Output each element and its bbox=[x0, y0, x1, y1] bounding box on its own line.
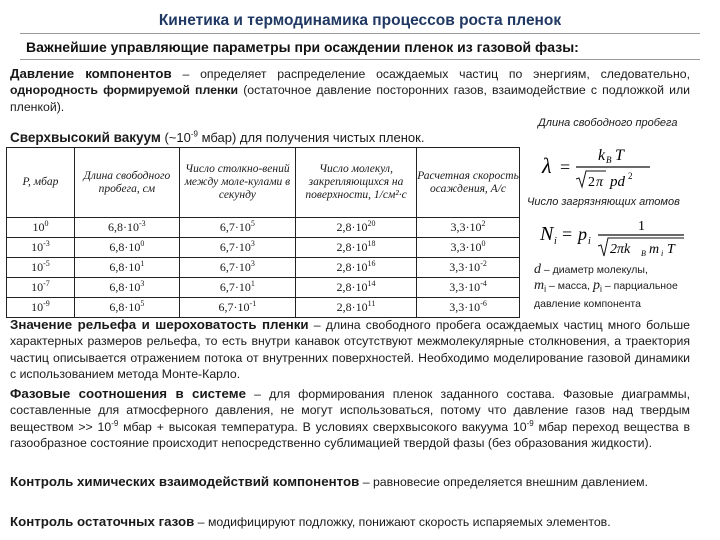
formula-p: p bbox=[578, 224, 587, 244]
cell-mantissa: 6,7·10 bbox=[219, 240, 251, 254]
cell-exponent: 11 bbox=[367, 299, 376, 308]
cell-mantissa: 3,3·10 bbox=[450, 220, 482, 234]
formula-t: T bbox=[615, 147, 624, 164]
cell-mantissa: 10 bbox=[31, 260, 44, 274]
formula-notes bbox=[534, 262, 716, 312]
paragraph-text: – длина свободного пробега осаждаемых частиц много больше характерных размеров рельефа, то есть внутри канавок отсутствуют межмолекулярные столкновения, а траектория частиц описывается отражением потока от внутренних поверхностей. Необходимо моделирование газовой динамики с использованием метода Монте-Карло. bbox=[10, 318, 690, 381]
formula-p-sub: i bbox=[588, 236, 591, 247]
cell-exponent: -6 bbox=[480, 299, 487, 308]
formula-lambda: λ bbox=[542, 153, 552, 178]
cell-exponent: 20 bbox=[367, 219, 376, 228]
cell-mantissa: 6,8·10 bbox=[109, 260, 141, 274]
table-row bbox=[7, 258, 520, 278]
title-divider bbox=[20, 33, 700, 34]
cell-mantissa: 10 bbox=[32, 220, 45, 234]
paragraph-relief bbox=[10, 317, 690, 382]
mfp-label: Длина свободного пробега bbox=[538, 117, 678, 129]
cell-mantissa: 6,8·10 bbox=[109, 240, 141, 254]
cell-mantissa: 10 bbox=[31, 300, 44, 314]
cell-exponent: -3 bbox=[43, 239, 50, 248]
cell-exponent: 18 bbox=[367, 239, 376, 248]
paragraph-text: – для формирования пленок заданного состава. Фазовые диаграммы, составленные для атмосферного давления, не могут использоваться, потому что давление газов над твердым веществом >> 10 bbox=[10, 387, 690, 434]
vacuum-table bbox=[6, 147, 520, 318]
cell-mantissa: 3,3·10 bbox=[449, 300, 481, 314]
table-row bbox=[7, 278, 520, 298]
cell-mantissa: 6,7·10 bbox=[219, 260, 251, 274]
formula-t: T bbox=[667, 242, 675, 257]
symbol-m: m bbox=[534, 278, 545, 293]
symbol-d: d bbox=[534, 262, 541, 277]
paragraph-exponent: -9 bbox=[526, 418, 534, 428]
formula-m: m bbox=[649, 242, 660, 257]
paragraph-exponent: -9 bbox=[111, 418, 119, 428]
table-cell bbox=[296, 278, 417, 298]
table-cell bbox=[7, 258, 75, 278]
mean-free-path-formula bbox=[540, 143, 660, 193]
table-cell bbox=[7, 218, 75, 238]
note-text: – масса, bbox=[546, 280, 593, 292]
table-header: Число молекул, закрепляющихся на поверхности, 1/см²·с bbox=[296, 148, 417, 218]
table-cell bbox=[74, 218, 179, 238]
cell-exponent: 0 bbox=[481, 239, 486, 248]
cell-exponent: -4 bbox=[480, 279, 487, 288]
table-header-row bbox=[7, 148, 520, 218]
note-diameter bbox=[534, 262, 716, 278]
cell-mantissa: 6,7·10 bbox=[219, 220, 251, 234]
table-cell bbox=[417, 278, 520, 298]
cell-exponent: 5 bbox=[140, 299, 145, 308]
table-cell bbox=[7, 238, 75, 258]
cell-mantissa: 10 bbox=[31, 240, 44, 254]
subtitle-divider bbox=[20, 59, 700, 60]
table-cell bbox=[417, 258, 520, 278]
table-cell bbox=[179, 258, 295, 278]
cell-mantissa: 6,7·10 bbox=[218, 300, 250, 314]
paragraph-text: мбар переход вещества в газообразное состояние происходит непосредственно сублимацией твердой фазы (без образования жидкости). bbox=[10, 419, 690, 450]
cell-mantissa: 3,3·10 bbox=[449, 260, 481, 274]
paragraph-lead: Контроль остаточных газов bbox=[10, 514, 195, 529]
cell-exponent: -3 bbox=[139, 219, 146, 228]
cell-exponent: -1 bbox=[249, 299, 257, 308]
table-cell bbox=[7, 298, 75, 318]
formula-pd: pd bbox=[610, 174, 625, 190]
table-cell bbox=[296, 298, 417, 318]
note-text: – парциальное давление компонента bbox=[534, 280, 678, 311]
formula-equals: = bbox=[560, 157, 571, 177]
paragraph-lead: Контроль химических взаимодействий компонентов bbox=[10, 474, 360, 489]
cell-mantissa: 6,8·10 bbox=[108, 220, 140, 234]
cell-mantissa: 6,8·10 bbox=[109, 300, 141, 314]
formula-pi: π bbox=[596, 175, 604, 190]
formula-two: 2 bbox=[588, 175, 595, 190]
table-header: Расчетная скорость осаждения, А/с bbox=[417, 148, 520, 218]
cell-mantissa: 2,8·10 bbox=[336, 260, 368, 274]
cell-mantissa: 3,3·10 bbox=[449, 280, 481, 294]
cell-exponent: 3 bbox=[140, 279, 145, 288]
symbol-p-sub: i bbox=[600, 284, 602, 295]
formula-k-sub: B bbox=[606, 155, 612, 165]
cell-exponent: -9 bbox=[43, 299, 50, 308]
cell-mantissa: 3,3·10 bbox=[450, 240, 482, 254]
cell-mantissa: 2,8·10 bbox=[336, 300, 368, 314]
contamination-label: Число загрязняющих атомов bbox=[527, 196, 680, 208]
cell-exponent: 3 bbox=[250, 259, 255, 268]
cell-exponent: -7 bbox=[43, 279, 50, 288]
paragraph-lead: Давление компонентов bbox=[10, 66, 172, 81]
cell-exponent: 0 bbox=[44, 219, 49, 228]
table-header: P, мбар bbox=[7, 148, 75, 218]
table-cell bbox=[296, 218, 417, 238]
uhv-text: мбар) для получения чистых пленок. bbox=[197, 130, 425, 145]
table-cell bbox=[74, 278, 179, 298]
cell-exponent: 1 bbox=[250, 279, 255, 288]
table-cell bbox=[7, 278, 75, 298]
table-cell bbox=[179, 278, 295, 298]
formula-k: k bbox=[598, 147, 606, 164]
paragraph-text: – определяет распределение осаждаемых частиц по энергиям, следовательно, bbox=[171, 67, 690, 81]
note-text: – диаметр молекулы, bbox=[541, 264, 648, 276]
table-cell bbox=[179, 218, 295, 238]
page-subtitle: Важнейшие управляющие параметры при осаждении пленок из газовой фазы: bbox=[26, 39, 579, 55]
table-cell bbox=[74, 238, 179, 258]
table-cell bbox=[179, 238, 295, 258]
cell-exponent: -2 bbox=[480, 259, 487, 268]
formula-pd-exp: 2 bbox=[628, 171, 633, 181]
table-cell bbox=[417, 238, 520, 258]
uhv-lead: Сверхвысокий вакуум bbox=[10, 130, 161, 145]
uhv-caption bbox=[10, 130, 424, 145]
table-cell bbox=[74, 298, 179, 318]
paragraph-phase bbox=[10, 386, 690, 451]
paragraph-pressure bbox=[10, 66, 690, 115]
cell-mantissa: 6,8·10 bbox=[109, 280, 141, 294]
paragraph-lead: Фазовые соотношения в системе bbox=[10, 386, 246, 401]
paragraph-text: мбар + высокая температура. В условиях сверхвысокого вакуума 10 bbox=[118, 419, 527, 434]
cell-mantissa: 10 bbox=[31, 280, 44, 294]
paragraph-text: (остаточное давление посторонних газов, взаимодействие с подложкой или пленкой). bbox=[10, 83, 690, 114]
cell-exponent: 5 bbox=[250, 219, 255, 228]
cell-mantissa: 2,8·10 bbox=[336, 220, 368, 234]
cell-mantissa: 6,7·10 bbox=[219, 280, 251, 294]
table-row bbox=[7, 238, 520, 258]
page-title: Кинетика и термодинамика процессов роста пленок bbox=[158, 12, 562, 29]
cell-exponent: 16 bbox=[367, 259, 376, 268]
table-cell bbox=[296, 238, 417, 258]
symbol-p: p bbox=[593, 278, 600, 293]
formula-2pik: 2πk bbox=[610, 242, 631, 257]
uhv-text: (~10 bbox=[160, 130, 191, 145]
table-row bbox=[7, 298, 520, 318]
cell-exponent: 2 bbox=[481, 219, 486, 228]
cell-exponent: 1 bbox=[140, 259, 145, 268]
paragraph-chem-control bbox=[10, 474, 690, 490]
paragraph-text: – модифицируют подложку, понижают скорость испаряемых элементов. bbox=[194, 515, 611, 529]
paragraph-text: – равновесие определяется внешним давлением. bbox=[359, 475, 648, 489]
table-cell bbox=[74, 258, 179, 278]
paragraph-residual-gas bbox=[10, 514, 690, 530]
note-mass bbox=[534, 278, 716, 312]
formula-m-sub: i bbox=[661, 249, 664, 258]
table-header: Длина свободного пробега, см bbox=[74, 148, 179, 218]
table-cell bbox=[179, 298, 295, 318]
contamination-formula bbox=[538, 216, 688, 262]
cell-mantissa: 2,8·10 bbox=[336, 240, 368, 254]
formula-n: N bbox=[540, 223, 554, 245]
cell-exponent: -5 bbox=[43, 259, 50, 268]
formula-one: 1 bbox=[638, 219, 645, 234]
formula-equals: = bbox=[562, 224, 573, 244]
table-cell bbox=[296, 258, 417, 278]
paragraph-emphasis: однородность формируемой пленки bbox=[10, 83, 239, 98]
table-cell bbox=[417, 298, 520, 318]
cell-mantissa: 2,8·10 bbox=[336, 280, 368, 294]
cell-exponent: 0 bbox=[140, 239, 145, 248]
uhv-exponent: -9 bbox=[190, 129, 198, 139]
formula-n-sub: i bbox=[554, 236, 557, 247]
cell-exponent: 3 bbox=[250, 239, 255, 248]
symbol-m-sub: i bbox=[544, 284, 547, 295]
table-header: Число столкно-вений между моле-кулами в секунду bbox=[179, 148, 295, 218]
paragraph-lead: Значение рельефа и шероховатость пленки bbox=[10, 317, 309, 332]
table-cell bbox=[417, 218, 520, 238]
table-row bbox=[7, 218, 520, 238]
cell-exponent: 14 bbox=[367, 279, 376, 288]
formula-kb-sub: B bbox=[641, 249, 646, 258]
